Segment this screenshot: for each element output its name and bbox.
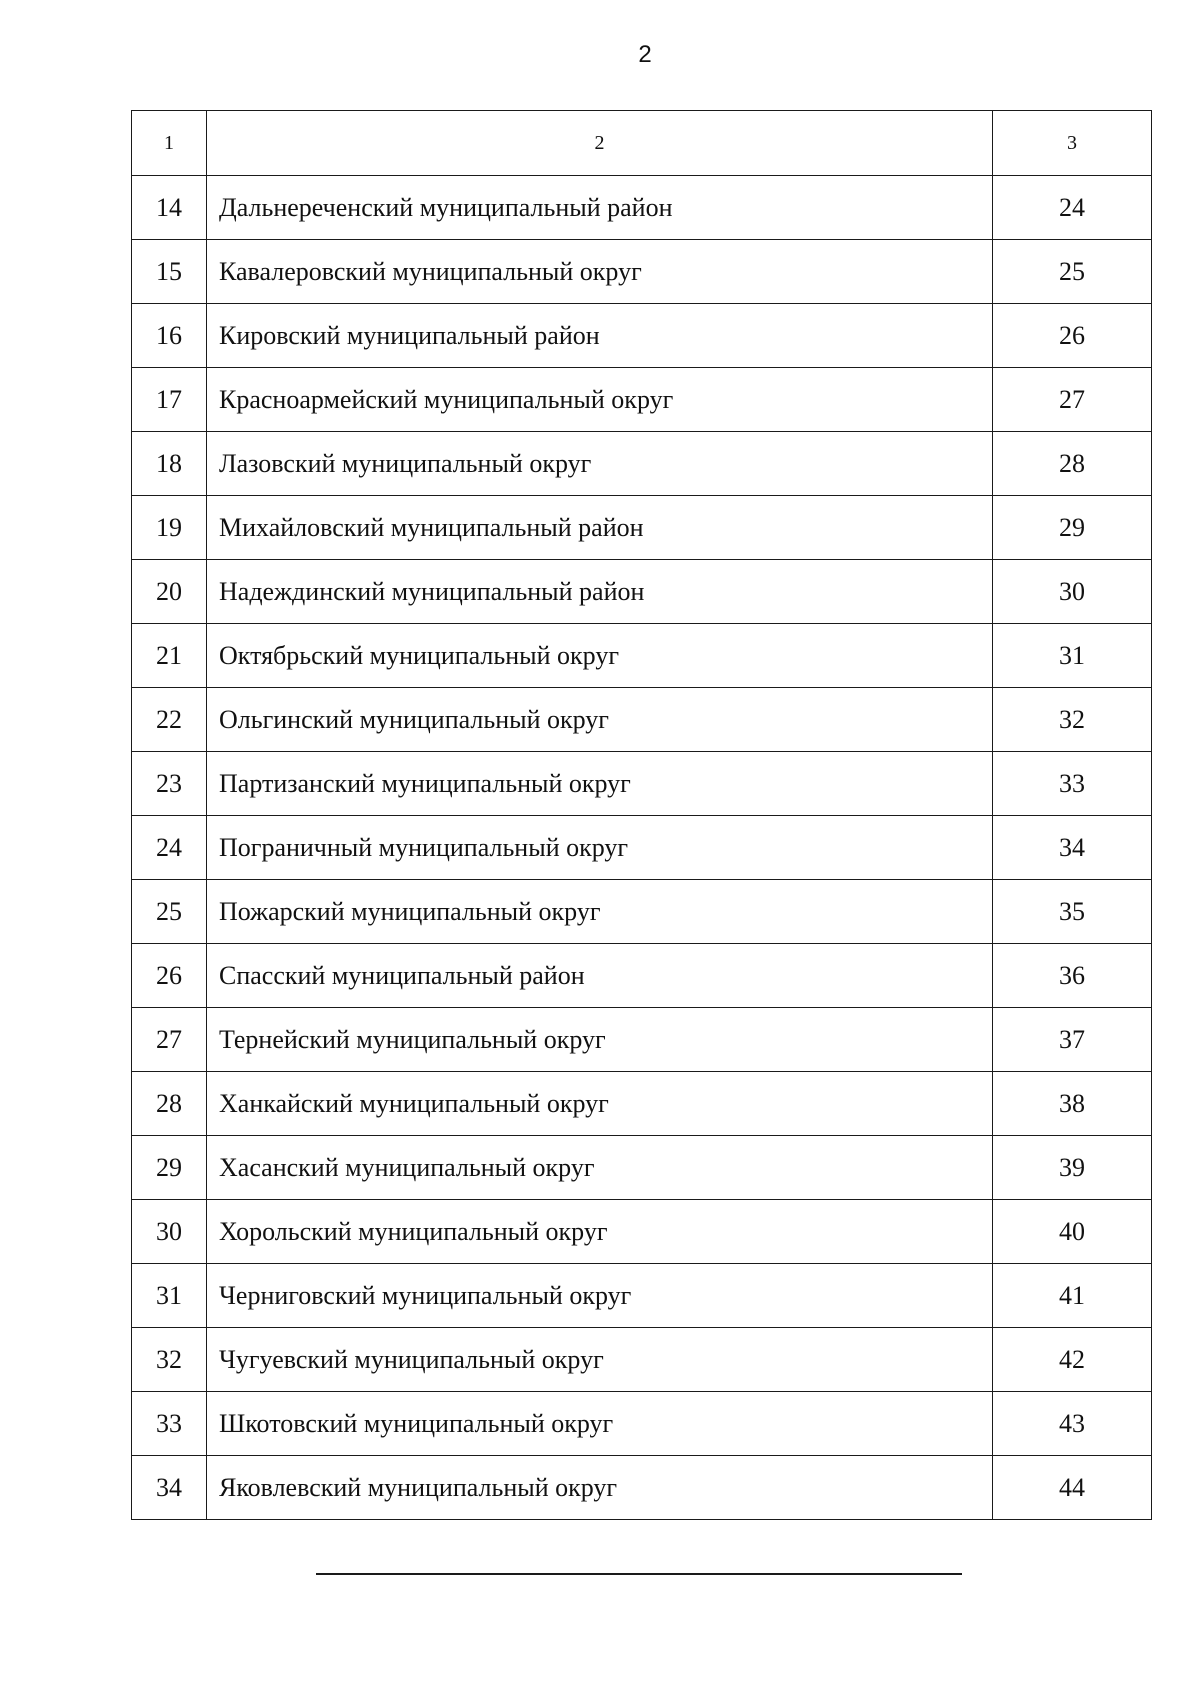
- row-number-cell: 23: [132, 752, 207, 816]
- table-row: [132, 304, 1152, 368]
- table-row: [132, 688, 1152, 752]
- municipalities-table: [131, 110, 1152, 1520]
- table-row: [132, 1264, 1152, 1328]
- row-number-cell: 31: [132, 1264, 207, 1328]
- table-row: [132, 1200, 1152, 1264]
- table-row: [132, 752, 1152, 816]
- table-body: [132, 111, 1152, 1520]
- municipality-name-cell: Кавалеровский муниципальный округ: [207, 240, 993, 304]
- row-value-cell: 27: [993, 368, 1152, 432]
- row-value-cell: 35: [993, 880, 1152, 944]
- row-number-cell: 22: [132, 688, 207, 752]
- row-value-cell: 31: [993, 624, 1152, 688]
- row-number-cell: 34: [132, 1456, 207, 1520]
- row-value-cell: 25: [993, 240, 1152, 304]
- column-header-1: 1: [132, 111, 207, 176]
- municipality-name-cell: Чугуевский муниципальный округ: [207, 1328, 993, 1392]
- row-value-cell: 37: [993, 1008, 1152, 1072]
- municipality-name-cell: Тернейский муниципальный округ: [207, 1008, 993, 1072]
- table-row: [132, 1136, 1152, 1200]
- municipality-name-cell: Черниговский муниципальный округ: [207, 1264, 993, 1328]
- row-number-cell: 18: [132, 432, 207, 496]
- municipality-name-cell: Хасанский муниципальный округ: [207, 1136, 993, 1200]
- municipality-name-cell: Шкотовский муниципальный округ: [207, 1392, 993, 1456]
- municipality-name-cell: Спасский муниципальный район: [207, 944, 993, 1008]
- table-row: [132, 1008, 1152, 1072]
- table-row: [132, 240, 1152, 304]
- row-value-cell: 43: [993, 1392, 1152, 1456]
- closing-rule: [316, 1573, 962, 1575]
- row-number-cell: 24: [132, 816, 207, 880]
- row-number-cell: 25: [132, 880, 207, 944]
- municipality-name-cell: Красноармейский муниципальный округ: [207, 368, 993, 432]
- row-number-cell: 14: [132, 176, 207, 240]
- row-value-cell: 44: [993, 1456, 1152, 1520]
- municipality-name-cell: Партизанский муниципальный округ: [207, 752, 993, 816]
- municipality-name-cell: Ольгинский муниципальный округ: [207, 688, 993, 752]
- row-number-cell: 30: [132, 1200, 207, 1264]
- table-row: [132, 432, 1152, 496]
- row-value-cell: 38: [993, 1072, 1152, 1136]
- table-row: [132, 880, 1152, 944]
- municipality-name-cell: Пожарский муниципальный округ: [207, 880, 993, 944]
- municipality-name-cell: Яковлевский муниципальный округ: [207, 1456, 993, 1520]
- municipality-name-cell: Ханкайский муниципальный округ: [207, 1072, 993, 1136]
- row-number-cell: 21: [132, 624, 207, 688]
- municipality-name-cell: Пограничный муниципальный округ: [207, 816, 993, 880]
- row-value-cell: 36: [993, 944, 1152, 1008]
- row-value-cell: 26: [993, 304, 1152, 368]
- municipality-name-cell: Лазовский муниципальный округ: [207, 432, 993, 496]
- municipality-name-cell: Хорольский муниципальный округ: [207, 1200, 993, 1264]
- table-row: [132, 1328, 1152, 1392]
- column-header-2: 2: [207, 111, 993, 176]
- row-number-cell: 33: [132, 1392, 207, 1456]
- row-value-cell: 40: [993, 1200, 1152, 1264]
- row-number-cell: 26: [132, 944, 207, 1008]
- row-value-cell: 24: [993, 176, 1152, 240]
- row-number-cell: 32: [132, 1328, 207, 1392]
- table-row: [132, 624, 1152, 688]
- row-value-cell: 33: [993, 752, 1152, 816]
- table-row: [132, 816, 1152, 880]
- column-header-3: 3: [993, 111, 1152, 176]
- row-value-cell: 29: [993, 496, 1152, 560]
- row-value-cell: 41: [993, 1264, 1152, 1328]
- municipality-name-cell: Дальнереченский муниципальный район: [207, 176, 993, 240]
- table-row: [132, 560, 1152, 624]
- row-number-cell: 27: [132, 1008, 207, 1072]
- table-row: [132, 496, 1152, 560]
- table-header-row: [132, 111, 1152, 176]
- row-value-cell: 34: [993, 816, 1152, 880]
- row-number-cell: 29: [132, 1136, 207, 1200]
- municipality-name-cell: Октябрьский муниципальный округ: [207, 624, 993, 688]
- municipality-name-cell: Михайловский муниципальный район: [207, 496, 993, 560]
- row-number-cell: 20: [132, 560, 207, 624]
- row-value-cell: 42: [993, 1328, 1152, 1392]
- row-number-cell: 16: [132, 304, 207, 368]
- row-value-cell: 39: [993, 1136, 1152, 1200]
- municipality-name-cell: Надеждинский муниципальный район: [207, 560, 993, 624]
- row-number-cell: 17: [132, 368, 207, 432]
- row-value-cell: 28: [993, 432, 1152, 496]
- table-row: [132, 176, 1152, 240]
- table-row: [132, 368, 1152, 432]
- row-value-cell: 32: [993, 688, 1152, 752]
- page-number: 2: [638, 41, 652, 68]
- row-number-cell: 28: [132, 1072, 207, 1136]
- row-value-cell: 30: [993, 560, 1152, 624]
- table-row: [132, 1392, 1152, 1456]
- table-row: [132, 1072, 1152, 1136]
- table-row: [132, 944, 1152, 1008]
- row-number-cell: 19: [132, 496, 207, 560]
- row-number-cell: 15: [132, 240, 207, 304]
- municipality-name-cell: Кировский муниципальный район: [207, 304, 993, 368]
- table-row: [132, 1456, 1152, 1520]
